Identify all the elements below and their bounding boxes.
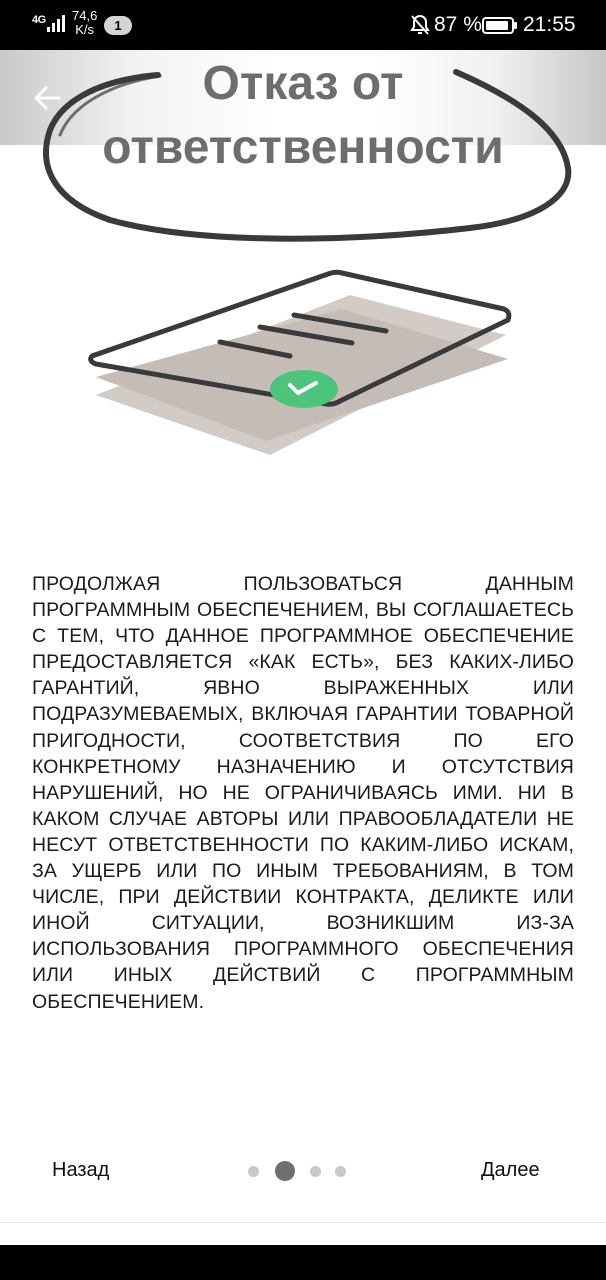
system-nav-bar (0, 1245, 606, 1280)
hand-drawn-circle (0, 60, 606, 250)
network-type: 4G (32, 14, 46, 26)
back-button[interactable]: Назад (52, 1159, 110, 1181)
signal-icon (46, 14, 66, 32)
battery-percent: 87 % (434, 13, 482, 36)
bell-off-icon (410, 14, 430, 36)
network-speed: 74,6 K/s (72, 8, 98, 37)
clock: 21:55 (523, 13, 576, 36)
notification-badge: 1 (104, 16, 132, 35)
document-check-icon (80, 265, 520, 465)
battery-icon (482, 17, 518, 34)
page-dot-active (275, 1161, 295, 1181)
page-indicator (246, 1161, 356, 1181)
page-title: Отказ от ответственности (102, 57, 504, 174)
divider (0, 1222, 606, 1223)
status-bar (0, 0, 606, 50)
disclaimer-text: ПРОДОЛЖАЯ ПОЛЬЗОВАТЬСЯ ДАННЫМ ПРОГРАММНЫМ ОБЕСПЕЧЕНИЕМ, ВЫ СОГЛАШАЕТЕСЬ С ТЕМ, ЧТО ДАННОЕ ПРОГРАММНОЕ ОБЕСПЕЧЕНИЕ ПРЕДОСТАВЛЯЕТСЯ «КАК ЕСТЬ», БЕЗ КАКИХ-ЛИБО ГАРАНТИЙ, ЯВНО ВЫРАЖЕННЫХ ИЛИ ПОДРАЗУМЕВАЕМЫХ, ВКЛЮЧАЯ ГАРАНТИИ ТОВАРНОЙ ПРИГОДНОСТИ, СООТВЕТСТВИЯ ПО ЕГО КОНКРЕТНОМУ НАЗНАЧЕНИЮ И ОТСУТСТВИЯ НАРУШЕНИЙ, НО НЕ ОГРАНИЧИВАЯСЬ ИМИ. НИ В КАКОМ СЛУЧАЕ АВТОРЫ ИЛИ ПРАВООБЛАДАТЕЛИ НЕ НЕСУТ ОТВЕТСТВЕННОСТИ ПО КАКИМ-ЛИБО ИСКАМ, ЗА УЩЕРБ ИЛИ ПО ИНЫМ ТРЕБОВАНИЯМ, В ТОМ ЧИСЛЕ, ПРИ ДЕЙСТВИИ КОНТРАКТА, ДЕЛИКТЕ ИЛИ ИНОЙ СИТУАЦИИ, ВОЗНИКШИМ ИЗ-ЗА ИСПОЛЬЗОВАНИЯ ПРОГРАММНОГО ОБЕСПЕЧЕНИЯ ИЛИ ИНЫХ ДЕЙСТВИЙ С ПРОГРАММНЫМ ОБЕСПЕЧЕНИЕМ. (32, 573, 574, 1013)
page-dot (248, 1166, 259, 1177)
page-dot (335, 1166, 346, 1177)
page-dot (310, 1166, 321, 1177)
next-button[interactable]: Далее (481, 1159, 540, 1181)
